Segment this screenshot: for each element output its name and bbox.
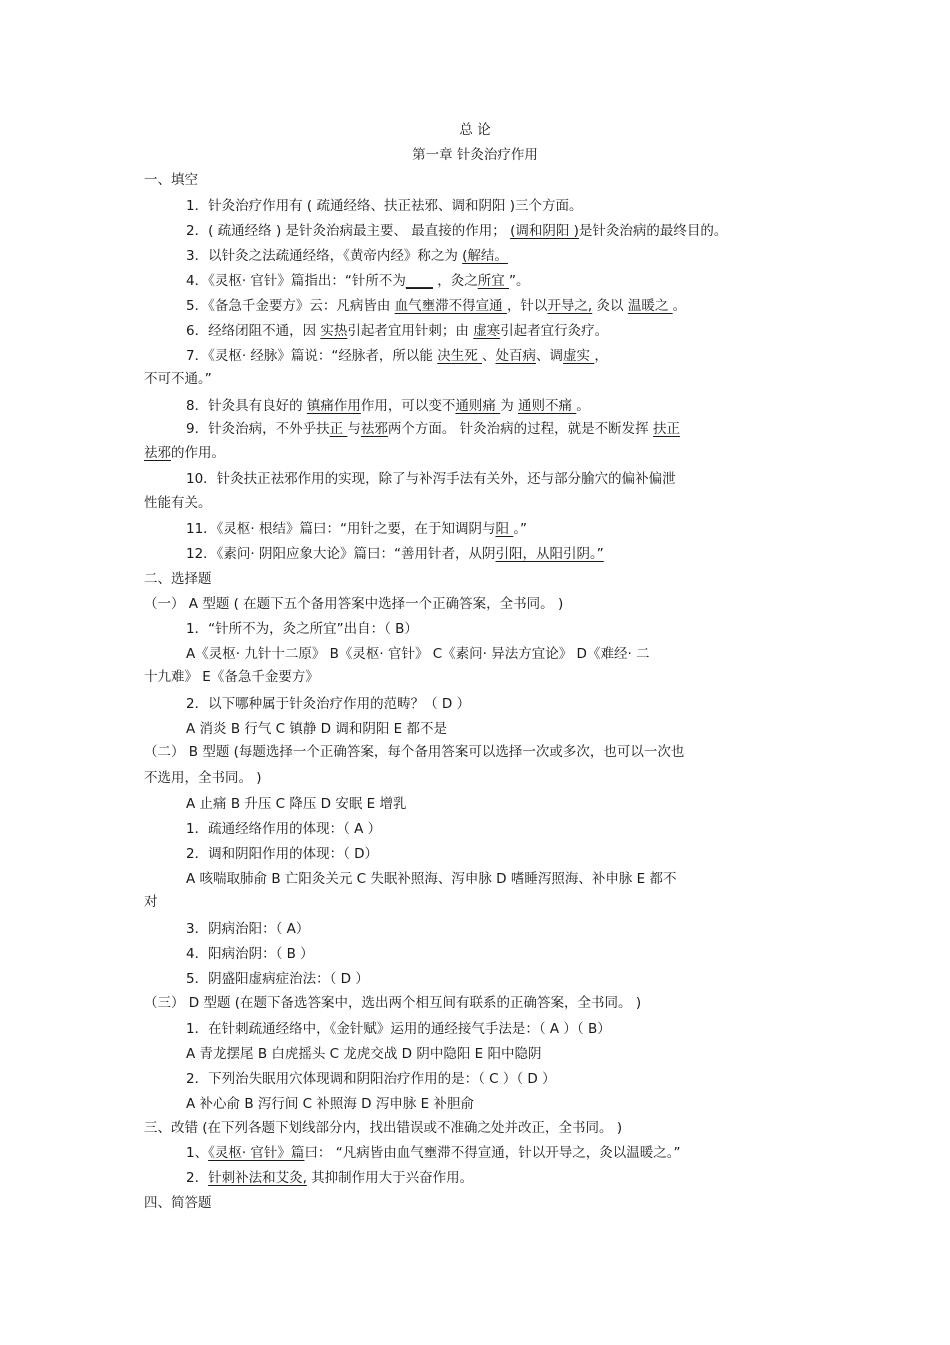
choice-b-q2: 2．调和阴阳作用的体现：（ D） — [186, 846, 379, 862]
choice-b-q4: 4．阳病治阴：（ B ） — [186, 946, 314, 962]
choice-part-d-header: （三） D 型题 (在题下备选答案中，选出两个相互间有联系的正确答案，全书同。 ) — [144, 995, 642, 1011]
correction-q2: 2．针刺补法和艾灸, 其抑制作用大于兴奋作用。 — [186, 1170, 474, 1186]
choice-b-options: A 止痛 B 升压 C 降压 D 安眠 E 增乳 — [186, 796, 407, 812]
correction-q1: 1、《灵枢· 官针》篇曰： “凡病皆由血气壅滞不得宣通，针以开导之，灸以温暖之。” — [186, 1145, 681, 1161]
choice-b-options-2-continued: 对 — [144, 894, 158, 910]
chapter-title: 第一章 针灸治疗作用 — [412, 147, 538, 163]
choice-b-q1: 1．疏通经络作用的体现：（ A ） — [186, 821, 382, 837]
fill-q4: 4．《灵枢· 官针》篇指出：“针所不为____ ，灸之所宜 ”。 — [186, 273, 530, 289]
fill-q6: 6．经络闭阻不通，因 实热引起者宜用针刺；由 虚寒引起者宜行灸疗。 — [186, 323, 609, 339]
fill-q9: 9．针灸治病，不外乎扶正 与祛邪两个方面。 针灸治病的过程，就是不断发挥 扶正 — [186, 421, 680, 437]
fill-q9-continued: 祛邪的作用。 — [144, 445, 225, 461]
choice-a-q1-options-continued: 十九难》 E《备急千金要方》 — [144, 669, 319, 685]
choice-d-q2-options: A 补心俞 B 泻行间 C 补照海 D 泻申脉 E 补胆俞 — [186, 1096, 474, 1112]
fill-q8: 8．针灸具有良好的 镇痛作用作用，可以变不通则痛 为 通则不痛 。 — [186, 398, 590, 414]
fill-q12: 12．《素问· 阴阳应象大论》篇曰：“善用针者，从阴引阳，从阳引阴。” — [186, 546, 604, 562]
section-correction: 三、改错 (在下列各题下划线部分内，找出错误或不准确之处并改正，全书同。 ) — [144, 1120, 623, 1136]
choice-b-options-2: A 咳喘取肺俞 B 亡阳灸关元 C 失眠补照海、泻申脉 D 嗜睡泻照海、补申脉 E 都不 — [186, 871, 677, 887]
choice-part-b-header-continued: 不选用，全书同。 ) — [144, 770, 262, 786]
choice-a-q2-options: A 消炎 B 行气 C 镇静 D 调和阴阳 E 都不是 — [186, 721, 447, 737]
fill-q7-continued: 不可不通。” — [144, 371, 212, 387]
fill-q10-continued: 性能有关。 — [144, 495, 212, 511]
fill-q2: 2．( 疏通经络 ) 是针灸治病最主要、 最直接的作用； (调和阴阳 )是针灸治病的最终目的。 — [186, 223, 728, 239]
choice-part-b-header: （二） B 型题 (每题选择一个正确答案，每个备用答案可以选择一次或多次，也可以一次也 — [144, 744, 685, 760]
choice-a-q2: 2．以下哪种属于针灸治疗作用的范畴？（ D ） — [186, 696, 471, 712]
choice-a-q1-options: A《灵枢· 九针十二原》 B《灵枢· 官针》 C《素问· 异法方宜论》 D《难经· 二 — [186, 646, 650, 662]
fill-q1: 1．针灸治疗作用有 ( 疏通经络、扶正祛邪、调和阴阳 )三个方面。 — [186, 198, 583, 214]
choice-b-q5: 5．阴盛阳虚病症治法：（ D ） — [186, 971, 369, 987]
choice-d-q1: 1．在针刺疏通经络中，《金针赋》运用的通经接气手法是：（ A ）（ B） — [186, 1021, 611, 1037]
choice-d-q2: 2．下列治失眠用穴体现调和阴阳治疗作用的是：（ C ）（ D ） — [186, 1071, 556, 1087]
fill-q11: 11．《灵枢· 根结》篇曰：“用针之要，在于知调阴与阳 。” — [186, 521, 528, 537]
fill-q7: 7．《灵枢· 经脉》篇说：“经脉者，所以能 决生死 、处百病、调虚实 ， — [186, 348, 608, 364]
choice-b-q3: 3．阴病治阳：（ A） — [186, 921, 310, 937]
section-choice: 二、选择题 — [144, 571, 212, 587]
section-short-answer: 四、简答题 — [144, 1195, 212, 1211]
choice-part-a-header: （一） A 型题 ( 在题下五个备用答案中选择一个正确答案，全书同。 ) — [144, 596, 564, 612]
fill-q3: 3．以针灸之法疏通经络，《黄帝内经》称之为 (解结。 — [186, 248, 508, 264]
fill-q5: 5．《备急千金要方》云：凡病皆由 血气壅滞不得宣通 ，针以开导之, 灸以 温暖之 。 — [186, 298, 687, 314]
choice-d-q1-options: A 青龙摆尾 B 白虎摇头 C 龙虎交战 D 阴中隐阳 E 阳中隐阴 — [186, 1046, 542, 1062]
fill-q10: 10．针灸扶正祛邪作用的实现，除了与补泻手法有关外，还与部分腧穴的偏补偏泄 — [186, 471, 676, 487]
section-fill-blank: 一、填空 — [144, 172, 198, 188]
choice-a-q1: 1．“针所不为，灸之所宜”出自：（ B） — [186, 621, 418, 637]
page-title: 总 论 — [459, 122, 491, 138]
